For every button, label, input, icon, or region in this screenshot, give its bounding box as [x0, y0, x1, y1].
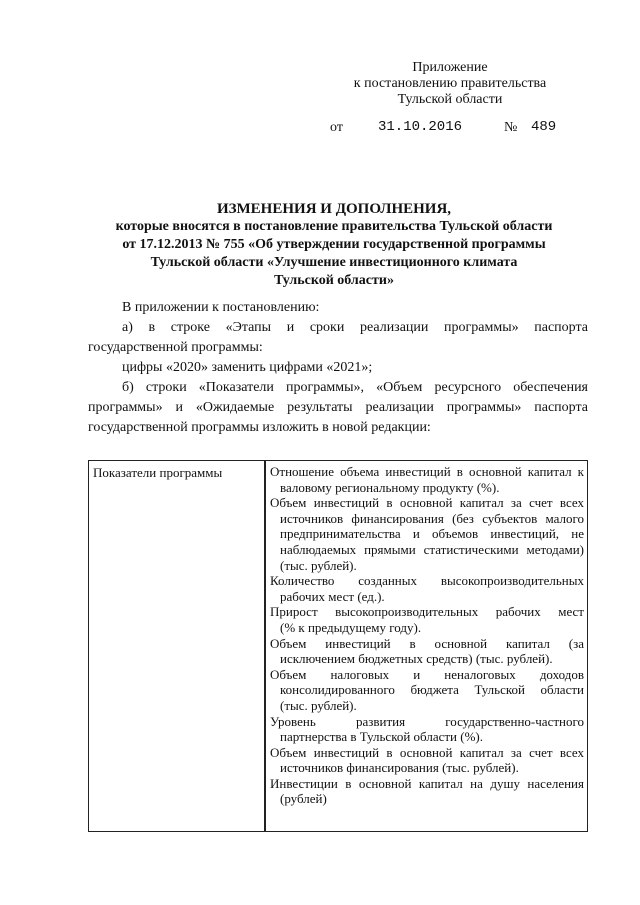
indicator-item: [270, 667, 584, 714]
title-heading: ИЗМЕНЕНИЯ И ДОПОЛНЕНИЯ,: [216, 201, 452, 217]
indicator-line: Объем инвестиций в основной капитал за счет всех: [270, 495, 584, 511]
indicator-line: рабочих мест (ед.).: [280, 588, 385, 604]
indicator-line: источников финансирования (тыс. рублей).: [280, 760, 519, 776]
indicator-line: (тыс. рублей).: [280, 557, 357, 573]
indicator-line: Количество созданных высокопроизводительных: [270, 573, 584, 589]
appendix-line: Тульской области: [397, 92, 503, 107]
body-text: [88, 298, 588, 438]
title-line: от 17.12.2013 № 755 «Об утверждении государственной программы: [122, 237, 546, 252]
resolution-date: 31.10.2016: [378, 119, 463, 135]
indicator-line: источников финансирования (без субъектов малого: [280, 510, 584, 526]
indicator-line: Уровень развития государственно-частного: [270, 713, 584, 729]
appendix-line: к постановлению правительства: [353, 76, 547, 91]
indicator-line: (% к предыдущему году).: [280, 619, 422, 635]
indicator-item: [270, 714, 584, 745]
table-column-divider: [264, 461, 266, 831]
body-paragraph: В приложении к постановлению:: [122, 300, 320, 315]
from-label: от: [330, 120, 343, 135]
indicator-item: [270, 636, 584, 667]
indicator-item: [270, 464, 584, 495]
resolution-date-number: [330, 118, 590, 136]
number-label: №: [504, 120, 518, 135]
indicator-line: предпринимательства и объемов инвестиций, не: [280, 526, 584, 542]
body-paragraph: б) строки «Показатели программы», «Объем ресурсного обеспечения: [122, 380, 588, 395]
indicator-line: Объем инвестиций в основной капитал (за: [270, 635, 584, 651]
title-line: Тульской области»: [274, 273, 394, 288]
indicator-item: [270, 604, 584, 635]
indicator-line: валовому региональному продукту (%).: [280, 479, 500, 495]
document-title: [84, 200, 584, 290]
indicator-item: [270, 573, 584, 604]
body-paragraph: а) в строке «Этапы и сроки реализации программы» паспорта: [122, 320, 588, 335]
indicators-table: [88, 460, 588, 832]
indicator-line: исключением бюджетных средств) (тыс. рублей).: [280, 651, 553, 667]
table-row-value: [270, 464, 584, 807]
indicator-line: (тыс. рублей).: [280, 697, 357, 713]
appendix-line: Приложение: [412, 60, 488, 75]
indicator-line: Инвестиции в основной капитал на душу населения: [270, 775, 584, 791]
title-line: Тульской области «Улучшение инвестиционного климата: [150, 255, 518, 270]
indicator-line: наблюдаемых прямыми статистическими методами): [280, 541, 584, 557]
indicator-line: Объем налоговых и неналоговых доходов: [270, 666, 584, 682]
indicator-line: (рублей): [280, 791, 327, 807]
indicator-item: [270, 495, 584, 573]
indicator-line: консолидированного бюджета Тульской области: [280, 682, 584, 698]
indicator-line: Объем инвестиций в основной капитал за счет всех: [270, 744, 584, 760]
title-line: которые вносятся в постановление правительства Тульской области: [115, 219, 553, 234]
resolution-number: 489: [531, 119, 557, 135]
body-paragraph: цифры «2020» заменить цифрами «2021»;: [122, 360, 373, 375]
body-paragraph: государственной программы:: [88, 340, 263, 355]
indicator-line: Отношение объема инвестиций в основной капитал к: [270, 464, 584, 479]
indicator-line: партнерства в Тульской области (%).: [280, 729, 484, 745]
indicator-line: Прирост высокопроизводительных рабочих мест: [270, 604, 584, 620]
table-row-label: Показатели программы: [93, 465, 223, 480]
body-paragraph: программы» и «Ожидаемые результаты реализации программы» паспорта: [88, 400, 588, 415]
indicator-item: [270, 776, 584, 807]
body-paragraph: государственной программы изложить в новой редакции:: [88, 420, 431, 435]
indicator-item: [270, 745, 584, 776]
appendix-header: [330, 60, 570, 108]
